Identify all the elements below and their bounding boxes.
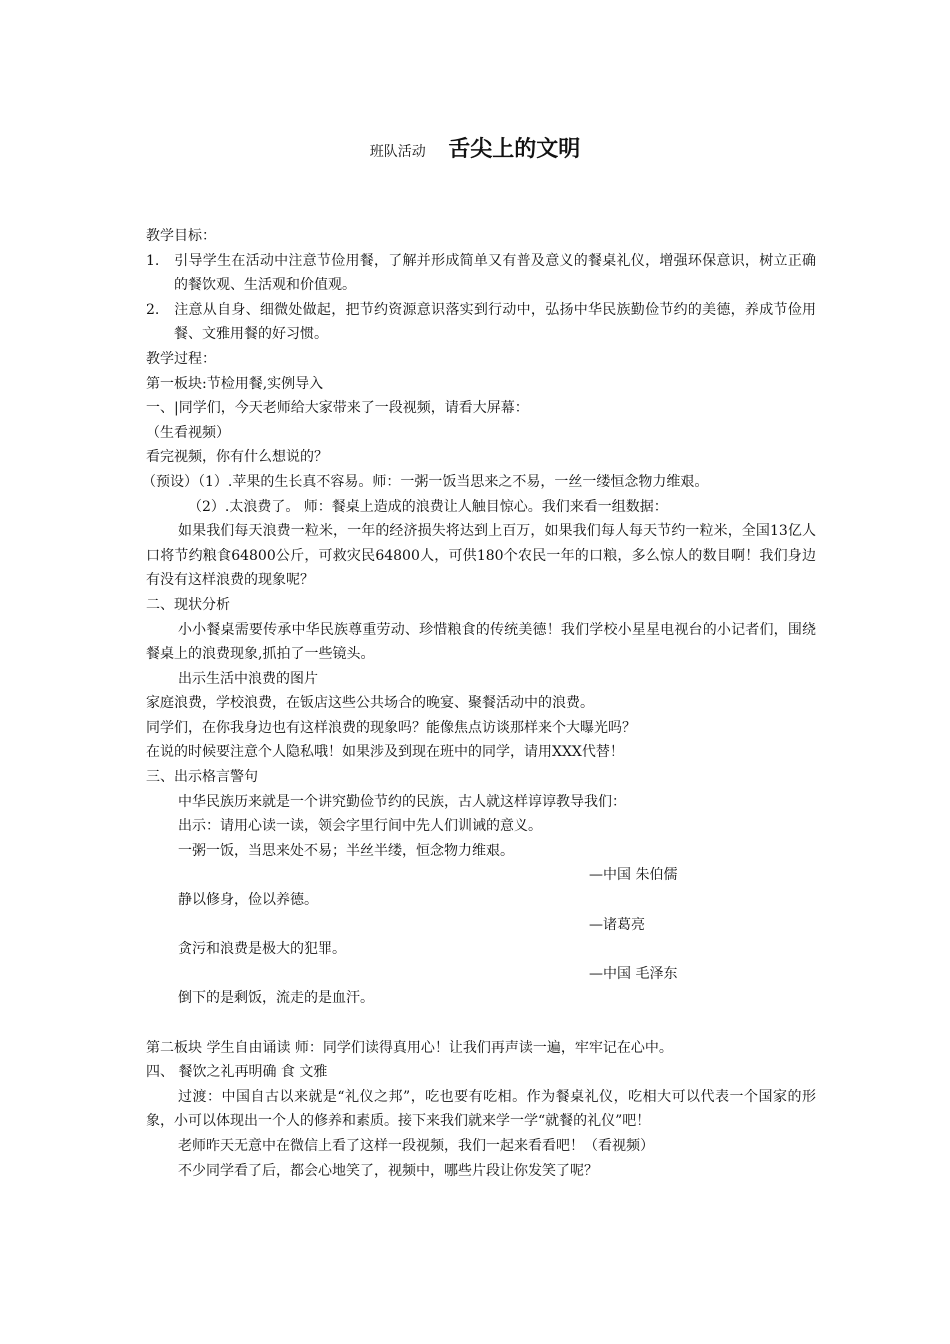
section-3-heading: 三、出示格言警句 (146, 769, 258, 786)
document-body (142, 224, 816, 1183)
preset-answer-2: （2）.太浪费了。 师：餐桌上造成的浪费让人触目惊心。我们来看一组数据： (188, 498, 668, 515)
after-video-question: 看完视频，你有什么想说的？ (146, 449, 328, 466)
privacy-note: 在说的时候要注意个人隐私哦！如果涉及到现在班中的同学，请用XXX代替！ (146, 744, 624, 761)
goal-number: 2. (146, 301, 160, 318)
section-1-intro: 一、|同学们，今天老师给大家带来了一段视频，请看大屏幕： (146, 400, 529, 417)
block-2-heading: 第二板块 学生自由诵读 师：同学们读得真用心！让我们再声读一遍，牢牢记在心中。 (146, 1039, 673, 1056)
goal-text: 引导学生在活动中注意节俭用餐，了解并形成简单又有普及意义的餐桌礼仪，增强环保意识，树立正确的餐饮观、生活观和价值观。 (174, 252, 816, 294)
goal-number: 1. (146, 252, 160, 269)
process-heading: 教学过程： (146, 350, 216, 367)
section-4-heading: 四、 餐饮之礼再明确 食 文雅 (146, 1064, 328, 1081)
laugh-question-line: 不少同学看了后，都会心地笑了，视频中，哪些片段让你发笑了呢？ (178, 1162, 598, 1179)
quote-2: 静以修身，俭以养德。 (178, 892, 318, 909)
quote-3: 贪污和浪费是极大的犯罪。 (178, 941, 346, 958)
document-title (0, 132, 950, 169)
quote-1-author: —中国 朱伯儒 (589, 867, 678, 884)
quote-4: 倒下的是剩饭，流走的是血汗。 (178, 990, 374, 1007)
goal-item-2 (146, 298, 816, 347)
show-pictures-line: 出示生活中浪费的图片 (178, 670, 318, 687)
data-paragraph: 如果我们每天浪费一粒米，一年的经济损失将达到上百万，如果我们每人每天节约一粒米，全国13亿人口将节约粮食64800公斤，可救灾民64800人，可供180个农民一年的口粮，多么惊人的数目啊！我们身边有没有这样浪费的现象呢？ (146, 523, 816, 589)
preset-answer-1: （预设）（1）.苹果的生长真不容易。师：一粥一饭当思来之不易，一丝一缕恒念物力维艰。 (142, 473, 709, 490)
quote-1: 一粥一饭，当思来处不易；半丝半缕，恒念物力维艰。 (178, 842, 514, 859)
title-prefix: 班队活动 (369, 144, 426, 160)
goal-item-1 (146, 249, 816, 298)
goals-heading: 教学目标： (146, 228, 216, 244)
show-read-line: 出示：请用心读一读，领会字里行间中先人们训诫的意义。 (178, 818, 542, 835)
block-1-heading: 第一板块:节检用餐,实例导入 (146, 375, 324, 392)
classmates-question: 同学们，在你我身边也有这样浪费的现象吗？能像焦点访谈那样来个大曝光吗？ (146, 719, 636, 736)
goal-text: 注意从自身、细微处做起，把节约资源意识落实到行动中，弘扬中华民族勤俭节约的美德，养成节俭用餐、文雅用餐的好习惯。 (174, 301, 816, 343)
transition-paragraph: 过渡：中国自古以来就是“礼仪之邦”，吃也要有吃相。作为餐桌礼仪，吃相大可以代表一个国家的形象，小可以体现出一个人的修养和素质。接下来我们就来学一学“就餐的礼仪”吧！ (146, 1088, 816, 1130)
watch-video-note: （生看视频） (146, 424, 230, 441)
section-2-paragraph: 小小餐桌需要传承中华民族尊重劳动、珍惜粮食的传统美德！我们学校小星星电视台的小记者们，围绕餐桌上的浪费现象,抓拍了一些镜头。 (146, 621, 816, 663)
quote-2-author: —诸葛亮 (589, 916, 645, 933)
section-2-heading: 二、现状分析 (146, 596, 230, 613)
blank-line (146, 1011, 816, 1036)
wechat-video-line: 老师昨天无意中在微信上看了这样一段视频，我们一起来看看吧！（看视频） (178, 1137, 654, 1154)
ancients-line: 中华民族历来就是一个讲究勤俭节约的民族，古人就这样谆谆教导我们： (178, 793, 626, 810)
family-waste-line: 家庭浪费，学校浪费，在钣店这些公共场合的晚宴、聚餐活动中的浪费。 (146, 695, 594, 712)
title-main: 舌尖上的文明 (448, 136, 581, 162)
quote-3-author: —中国 毛泽东 (589, 965, 678, 982)
